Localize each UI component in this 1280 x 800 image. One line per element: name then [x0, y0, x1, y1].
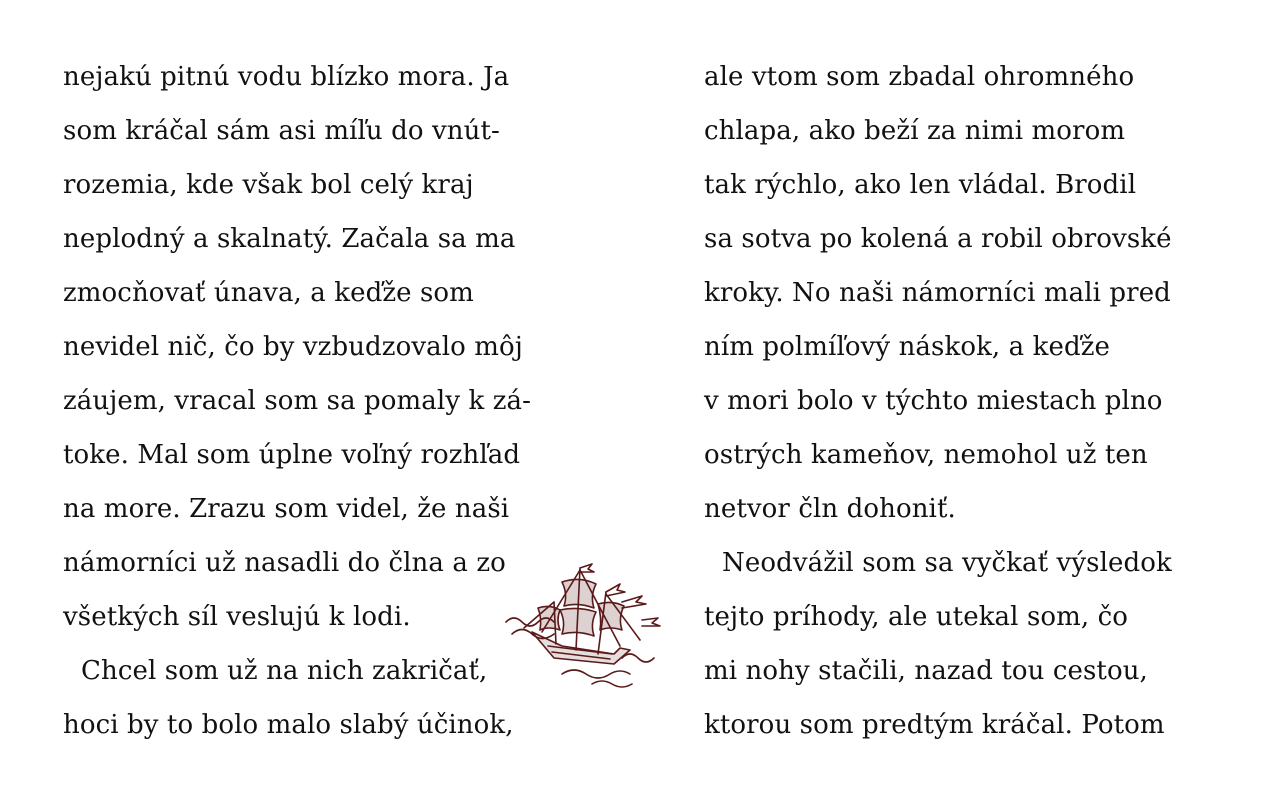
- text-line: záujem, vracal som sa pomaly k zá-: [63, 386, 531, 416]
- text-line: tejto príhody, ale utekal som, čo: [704, 602, 1129, 632]
- text-line: ostrých kameňov, nemohol už ten: [704, 440, 1148, 470]
- text-line: som kráčal sám asi míľu do vnút-: [63, 116, 500, 146]
- text-line: mi nohy stačili, nazad tou cestou,: [704, 656, 1148, 686]
- text-line: toke. Mal som úplne voľný rozhľad: [63, 440, 521, 470]
- text-line: neplodný a skalnatý. Začala sa ma: [63, 224, 516, 254]
- text-line: rozemia, kde však bol celý kraj: [63, 170, 474, 200]
- sailing-ship-icon: [502, 562, 664, 690]
- right-text-column: [704, 50, 1264, 752]
- text-line: všetkých síl veslujú k lodi.: [63, 602, 411, 632]
- text-line: v mori bolo v týchto miestach plno: [704, 386, 1163, 416]
- text-line: nejakú pitnú vodu blízko mora. Ja: [63, 62, 510, 92]
- text-line: nevidel nič, čo by vzbudzovalo môj: [63, 332, 523, 362]
- text-line: ktorou som predtým kráčal. Potom: [704, 710, 1165, 740]
- text-line: kroky. No naši námorníci mali pred: [704, 278, 1171, 308]
- text-line: Chcel som už na nich zakričať,: [81, 656, 488, 686]
- text-line: tak rýchlo, ako len vládal. Brodil: [704, 170, 1137, 200]
- text-line: ale vtom som zbadal ohromného: [704, 62, 1135, 92]
- text-line: chlapa, ako beží za nimi morom: [704, 116, 1126, 146]
- text-line: ním polmíľový náskok, a keďže: [704, 332, 1110, 362]
- text-line: sa sotva po kolená a robil obrovské: [704, 224, 1172, 254]
- text-line: hoci by to bolo malo slabý účinok,: [63, 710, 514, 740]
- text-line: zmocňovať únava, a keďže som: [63, 278, 474, 308]
- text-line: na more. Zrazu som videl, že naši: [63, 494, 510, 524]
- text-line: netvor čln dohoniť.: [704, 494, 956, 524]
- text-line: námorníci už nasadli do člna a zo: [63, 548, 506, 578]
- text-line: Neodvážil som sa vyčkať výsledok: [722, 548, 1172, 578]
